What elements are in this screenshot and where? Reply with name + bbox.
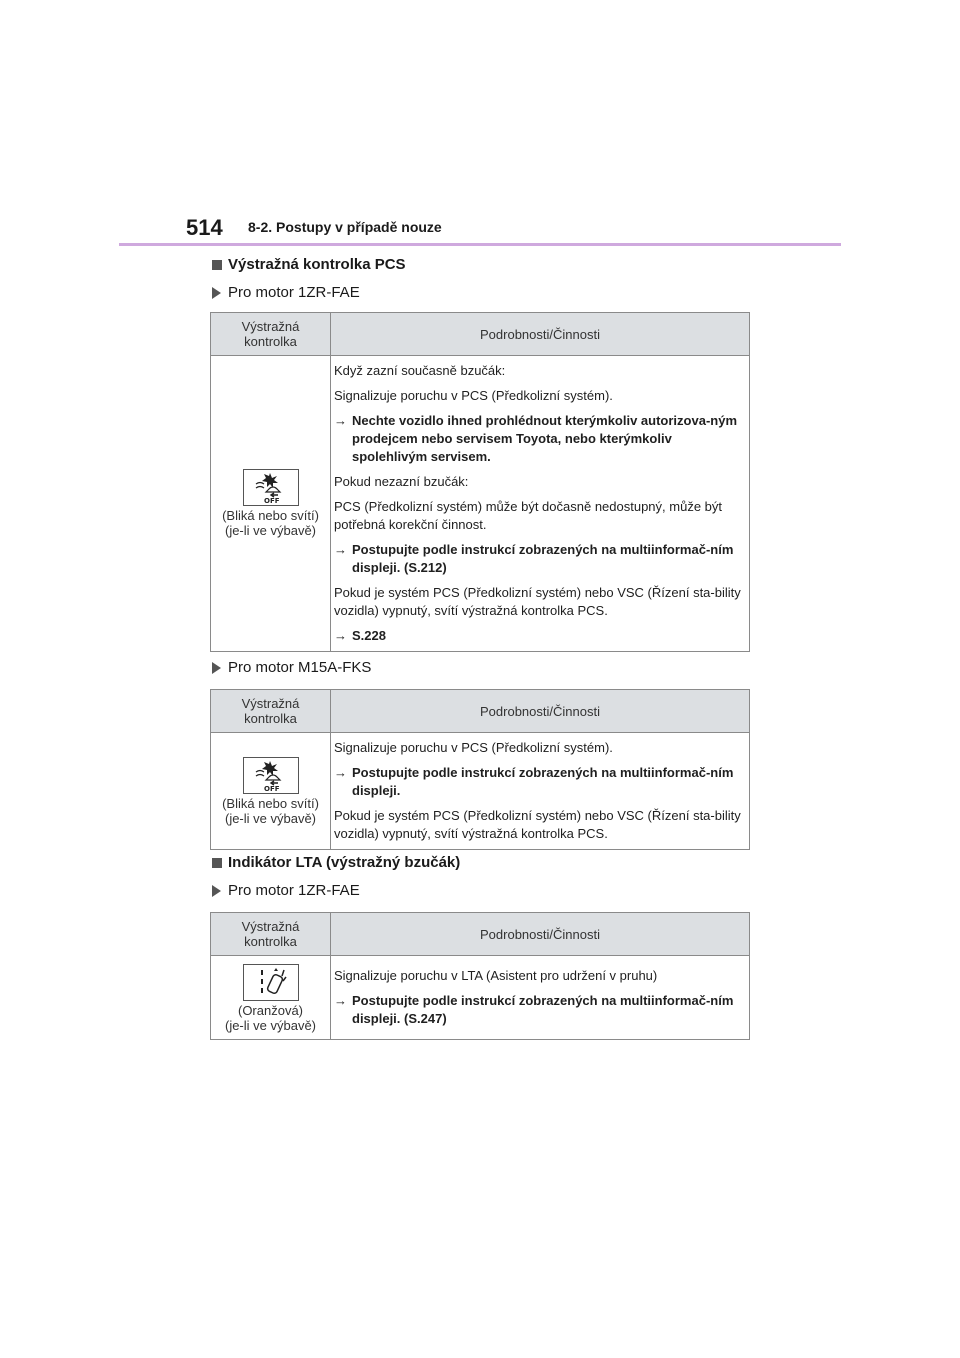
action-text: Postupujte podle instrukcí zobrazených na multiinformač-ním displeji. [352, 765, 734, 798]
details-text: Pokud je systém PCS (Předkolizní systém) nebo VSC (Řízení sta-bility vozidla) vypnutý, svítí výstražná kontrolka PCS. [334, 585, 741, 618]
details-text: Pokud je systém PCS (Předkolizní systém) nebo VSC (Řízení sta-bility vozidla) vypnutý, svítí výstražná kontrolka PCS. [334, 808, 741, 841]
table-row [211, 733, 750, 850]
triangle-bullet-icon [212, 287, 221, 299]
pcs-off-icon [243, 757, 299, 794]
header-divider [119, 243, 841, 246]
table-pcs-m15a [210, 689, 750, 850]
svg-text:OFF: OFF [263, 497, 280, 505]
section-title-lta-text: Indikátor LTA (výstražný bzučák) [228, 854, 461, 871]
details-text: PCS (Předkolizní systém) může být dočasně nedostupný, může být potřebná korekční činnost. [334, 499, 723, 532]
indicator-note: (je-li ve výbavě) [224, 523, 317, 538]
table-pcs-1zr [210, 312, 750, 652]
arrow-icon: → [334, 628, 347, 643]
arrow-icon: → [334, 413, 347, 428]
pcs-off-icon [243, 469, 299, 506]
details-cell [331, 733, 750, 850]
indicator-note: (je-li ve výbavě) [224, 810, 317, 826]
subhead-lta-1zr-text: Pro motor 1ZR-FAE [228, 882, 360, 899]
action-item [334, 627, 745, 645]
triangle-bullet-icon [212, 885, 221, 897]
arrow-icon: → [334, 765, 347, 780]
details-text: Když zazní současně bzučák: [334, 363, 506, 378]
action-text: Postupujte podle instrukcí zobrazených na multiinformač-ním displeji. (S.247) [352, 993, 734, 1026]
action-text: Postupujte podle instrukcí zobrazených na multiinformač-ním displeji. (S.212) [352, 542, 734, 575]
action-item [334, 541, 745, 577]
subhead-pcs-1zr-text: Pro motor 1ZR-FAE [228, 284, 360, 301]
column-header-indicator: Výstražná kontrolka [211, 913, 331, 956]
column-header-indicator: Výstražná kontrolka [211, 313, 331, 356]
subhead-pcs-1zr [212, 284, 360, 301]
indicator-note: (je-li ve výbavě) [224, 1018, 317, 1033]
page-number: 514 [186, 215, 223, 240]
chapter-title: 8-2. Postupy v případě nouze [248, 219, 442, 235]
triangle-bullet-icon [212, 662, 221, 674]
subhead-lta-1zr [212, 882, 360, 899]
section-title-pcs [212, 256, 406, 273]
action-text: Nechte vozidlo ihned prohlédnout kterýmkoliv autorizova-ným prodejcem nebo servisem Toyota, nebo kterýmkoliv spolehlivým servisem. [352, 413, 737, 464]
details-cell [331, 356, 750, 652]
lta-lane-icon [243, 964, 299, 1001]
section-title-lta [212, 854, 460, 871]
subhead-pcs-m15a [212, 659, 371, 676]
column-header-details: Podrobnosti/Činnosti [331, 913, 750, 956]
column-header-details: Podrobnosti/Činnosti [331, 313, 750, 356]
table-row [211, 956, 750, 1040]
square-bullet-icon [212, 260, 222, 270]
arrow-icon: → [334, 542, 347, 557]
action-item [334, 764, 745, 800]
column-header-details: Podrobnosti/Činnosti [331, 690, 750, 733]
action-item [334, 992, 745, 1028]
table-row [211, 356, 750, 652]
details-cell [331, 956, 750, 1040]
page-header [0, 0, 960, 250]
column-header-indicator: Výstražná kontrolka [211, 690, 331, 733]
page-reference-link[interactable]: S.228 [352, 628, 386, 643]
indicator-cell [211, 956, 331, 1040]
square-bullet-icon [212, 858, 222, 868]
indicator-cell [211, 356, 331, 652]
indicator-label: (Bliká nebo svítí) [222, 795, 319, 811]
arrow-icon: → [334, 993, 347, 1008]
table-header-row [211, 313, 750, 356]
details-text: Pokud nezazní bzučák: [334, 474, 469, 489]
details-text: Signalizuje poruchu v LTA (Asistent pro udržení v pruhu) [334, 968, 658, 983]
action-item [334, 412, 745, 466]
table-header-row [211, 913, 750, 956]
indicator-label: (Oranžová) [237, 1003, 304, 1018]
details-text: Signalizuje poruchu v PCS (Předkolizní systém). [334, 740, 613, 755]
svg-text:OFF: OFF [263, 784, 280, 793]
table-lta-1zr [210, 912, 750, 1040]
indicator-cell [211, 733, 331, 850]
indicator-label: (Bliká nebo svítí) [222, 508, 319, 523]
table-header-row [211, 690, 750, 733]
details-text: Signalizuje poruchu v PCS (Předkolizní systém). [334, 388, 613, 403]
subhead-pcs-m15a-text: Pro motor M15A-FKS [228, 659, 372, 676]
section-title-pcs-text: Výstražná kontrolka PCS [228, 256, 406, 273]
